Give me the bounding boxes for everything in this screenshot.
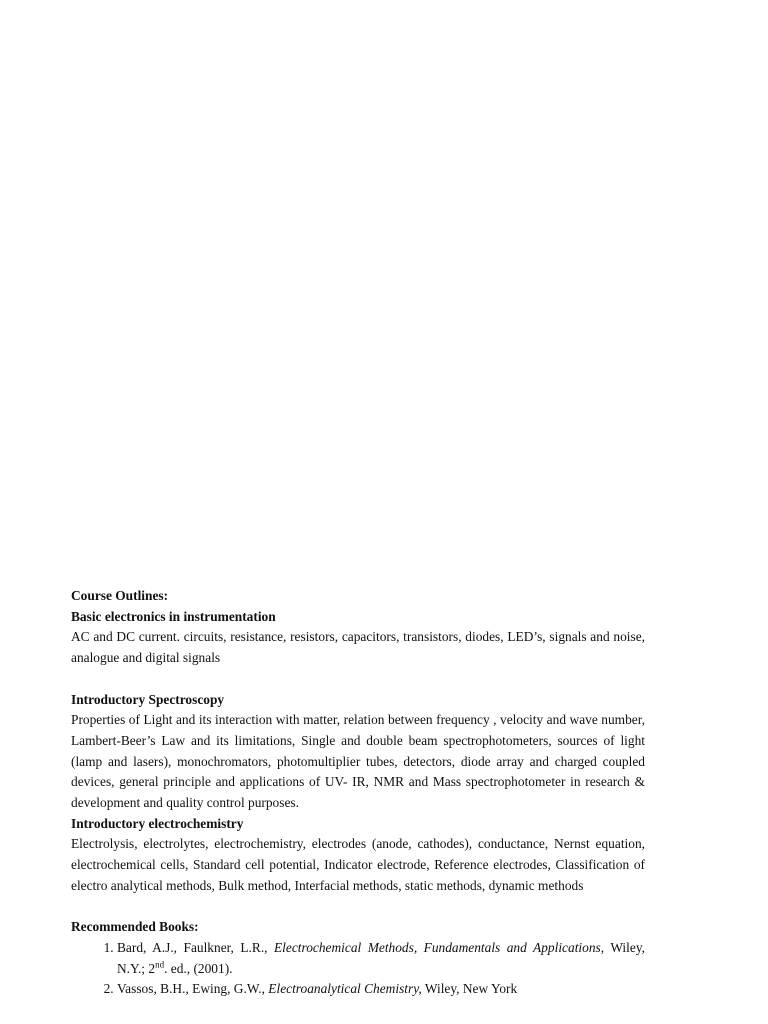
book-authors: Bard, A.J., Faulkner, L.R., bbox=[117, 939, 268, 955]
book-title: Electroanalytical Chemistry, bbox=[268, 981, 422, 997]
book-item bbox=[117, 979, 645, 1000]
book-publisher: Wiley, N.Y.; 2 bbox=[117, 939, 645, 976]
section-body-spectroscopy: Properties of Light and its interaction with matter, relation between frequency , velocity and wave number, Lambert-Beer’s Law and its limitations, Single and double beam spectrophotometers, sources of light (lamp and lasers), monochromators, photomultiplier tubes, detectors, diode array and charged coupled devices, general principle and applications of UV- IR, NMR and Mass spectrophotometer in research & development and quality control purposes. bbox=[71, 712, 645, 811]
spacer bbox=[71, 897, 645, 918]
book-authors: Vassos, B.H., Ewing, G.W., bbox=[117, 981, 265, 997]
section-heading-basic-electronics: Basic electronics in instrumentation bbox=[71, 608, 276, 624]
spacer bbox=[71, 669, 645, 690]
section-heading-electrochemistry: Introductory electrochemistry bbox=[71, 815, 244, 831]
book-publisher: Wiley, New York bbox=[424, 981, 518, 997]
book-item bbox=[117, 938, 645, 979]
section-heading-spectroscopy: Introductory Spectroscopy bbox=[71, 691, 225, 707]
book-title: Electrochemical Methods, Fundamentals and Applications, bbox=[274, 939, 605, 955]
document-page bbox=[71, 586, 645, 1000]
book-edition-suffix: nd bbox=[155, 959, 165, 970]
book-list bbox=[71, 938, 645, 1000]
book-edition-rest: . ed., (2001). bbox=[164, 960, 233, 976]
course-outlines-title: Course Outlines: bbox=[71, 588, 169, 603]
recommended-books-title: Recommended Books: bbox=[71, 919, 199, 935]
section-body-basic-electronics: AC and DC current. circuits, resistance, resistors, capacitors, transistors, diodes, LED’s, signals and noise, analogue and digital signals bbox=[71, 629, 645, 666]
section-body-electrochemistry: Electrolysis, electrolytes, electrochemistry, electrodes (anode, cathodes), conductance, Nernst equation, electrochemical cells, Standard cell potential, Indicator electrode, Reference electrodes, Classification of electro analytical methods, Bulk method, Interfacial methods, static methods, dynamic methods bbox=[71, 836, 645, 893]
